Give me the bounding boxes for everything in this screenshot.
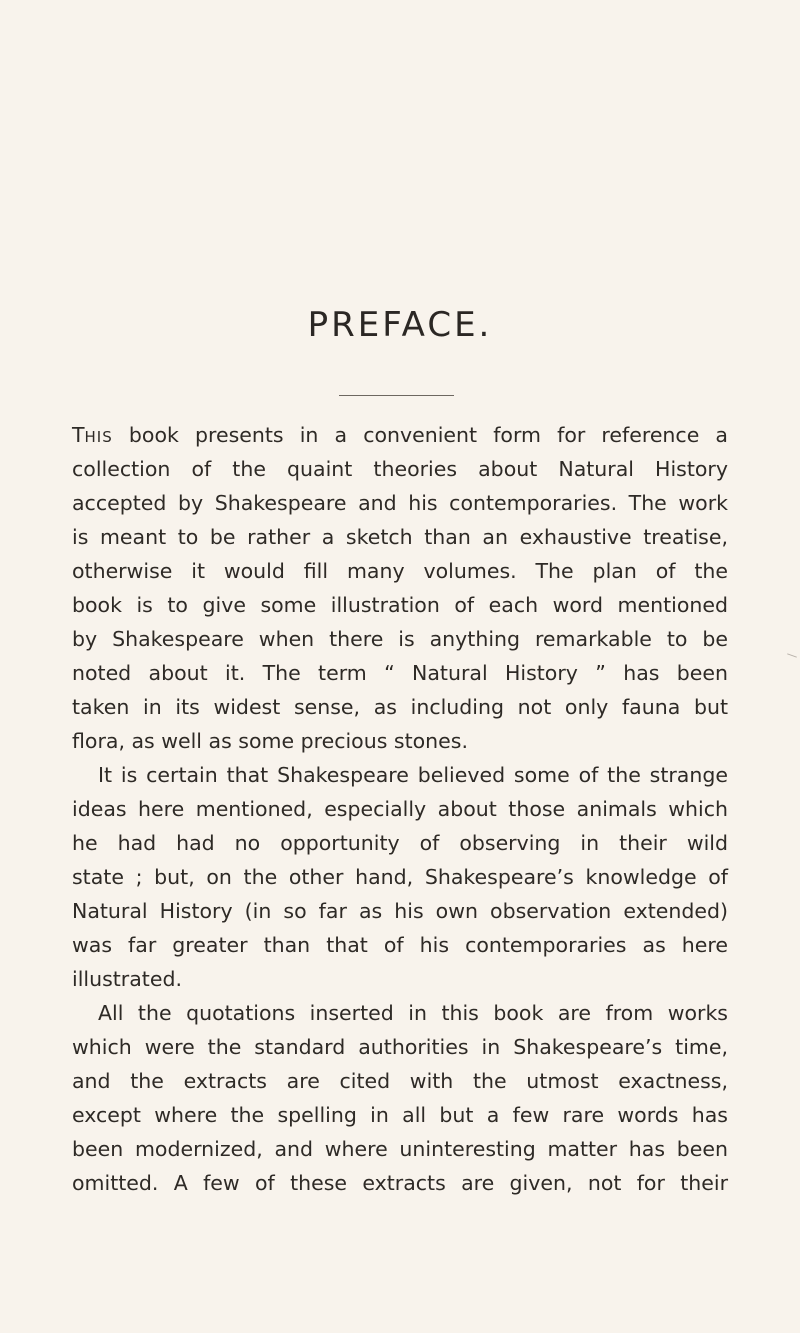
title-rule [339,395,454,396]
text-line: otherwise it would fill many volumes. The plan of the [72,559,728,583]
text-line: state ; but, on the other hand, Shakespeare’s knowledge of [72,865,728,889]
text-line: ideas here mentioned, especially about those animals which [72,797,728,821]
text-line: illustrated. [72,967,182,991]
first-word-rest: HIS [84,428,113,446]
text-line: All the quotations inserted in this book are from works [98,1001,728,1025]
text-line: been modernized, and where uninteresting matter has been [72,1137,728,1161]
text-line: Natural History (in so far as his own observation extended) [72,899,728,923]
text-line: he had had no opportunity of observing in their wild [72,831,728,855]
text-line: was far greater than that of his contemporaries as here [72,933,728,957]
paper-mark [787,653,797,657]
text-line: It is certain that Shakespeare believed some of the strange [98,763,728,787]
text-line [72,418,728,452]
text-line: by Shakespeare when there is anything remarkable to be [72,627,728,651]
text-line: is meant to be rather a sketch than an exhaustive treatise, [72,525,728,549]
text-line: taken in its widest sense, as including not only fauna but [72,695,728,719]
text-line: accepted by Shakespeare and his contemporaries. The work [72,491,728,515]
text-line: and the extracts are cited with the utmost exactness, [72,1069,728,1093]
first-word-initial: T [72,423,85,447]
text-line: collection of the quaint theories about Natural History [72,457,728,481]
text-line: book is to give some illustration of each word mentioned [72,593,728,617]
page-title: PREFACE. [307,305,493,345]
text-line: flora, as well as some precious stones. [72,729,468,753]
text-line: which were the standard authorities in Shakespeare’s time, [72,1035,728,1059]
text-line: omitted. A few of these extracts are given, not for their [72,1171,728,1195]
text-line-content: book presents in a convenient form for reference a [112,423,728,447]
text-line: noted about it. The term “ Natural History ” has been [72,661,728,685]
text-line: except where the spelling in all but a few rare words has [72,1103,728,1127]
